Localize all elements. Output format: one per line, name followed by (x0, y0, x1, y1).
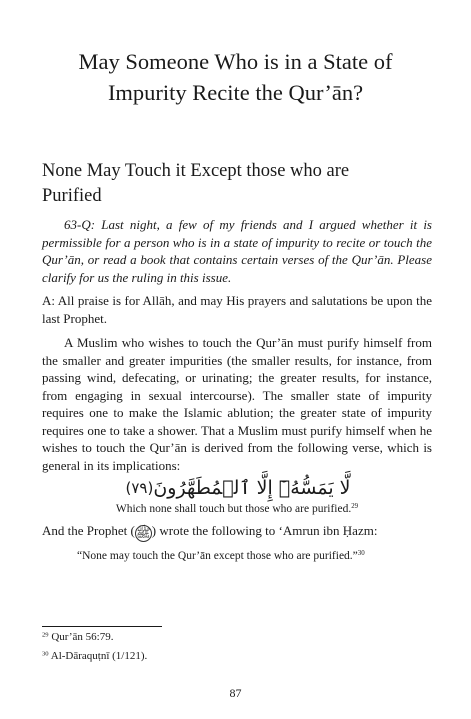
prophet-line (42, 522, 432, 542)
verse-translation-text: Which none shall touch but those who are purified. (115, 503, 352, 515)
footnote-30 (42, 649, 432, 664)
quran-verse-arabic (42, 476, 432, 500)
verse-number-ornament-icon: (٧٩) (125, 479, 154, 497)
chapter-title-line-2: Impurity Recite the Qur’ān? (107, 80, 364, 105)
answer-intro: A: All praise is for Allāh, and may His prayers and salutations be upon the last Prophet. (42, 293, 432, 326)
footnote-text: Al-Dāraquṭnī (1/121). (50, 650, 148, 662)
salutation-icon: ﷺ (136, 526, 151, 540)
footnote-divider (42, 626, 162, 627)
hadith-quote (77, 548, 397, 564)
chapter-title (30, 46, 441, 108)
ruling-paragraph: A Muslim who wishes to touch the Qur’ān must purify himself from the smaller and greater impurities (the smaller results, for instance, from passing wind, defecating, or urinating; the greater results, for instance, from engaging in sexual intercourse). The smaller state of impurity requires one to make the Islamic ablution; the greater state of impurity requires one to take a shower. That a Muslim must purify himself when he wishes to touch the Qur’ān is derived from the following verse, which is general in its implications: (42, 335, 432, 473)
hadith-text: “None may touch the Qur’ān except those who are purified.” (77, 550, 358, 562)
footnote-ref-30[interactable]: 30 (357, 550, 365, 558)
body-text (42, 216, 432, 564)
verse-number: ٧٩ (131, 479, 148, 497)
verse-translation (42, 501, 432, 517)
prophet-line-end: ) wrote the following to ‘Amrun ibn Ḥazm: (151, 523, 378, 538)
verse-arabic-text: لَّا يَمَسُّهُۥٓ إِلَّا ٱلۡمُطَهَّرُونَ (153, 477, 351, 499)
question-paragraph: 63-Q: Last night, a few of my friends and I argued whether it is permissible for a person who is in a state of impurity to recite or touch the Qur’ān, or read a book that contains certain verses of the Qur’ān. Please clarify for us the ruling in this issue. (42, 217, 432, 285)
chapter-title-line-1: May Someone Who is in a State of (78, 49, 393, 74)
page-number: 87 (229, 686, 242, 700)
prophet-line-start: And the Prophet ( (42, 523, 135, 538)
footnote-text: Qur’ān 56:79. (51, 631, 114, 643)
section-heading-line-1: None May Touch it Except those who are (42, 161, 350, 181)
section-heading (42, 159, 432, 209)
section-heading-line-2: Purified (42, 186, 102, 206)
footnote-ref-29[interactable]: 29 (351, 503, 359, 511)
footnote-marker: 29 (42, 631, 49, 639)
footnote-29 (42, 630, 432, 645)
footnote-marker: 30 (42, 650, 49, 658)
footnotes (42, 630, 432, 668)
